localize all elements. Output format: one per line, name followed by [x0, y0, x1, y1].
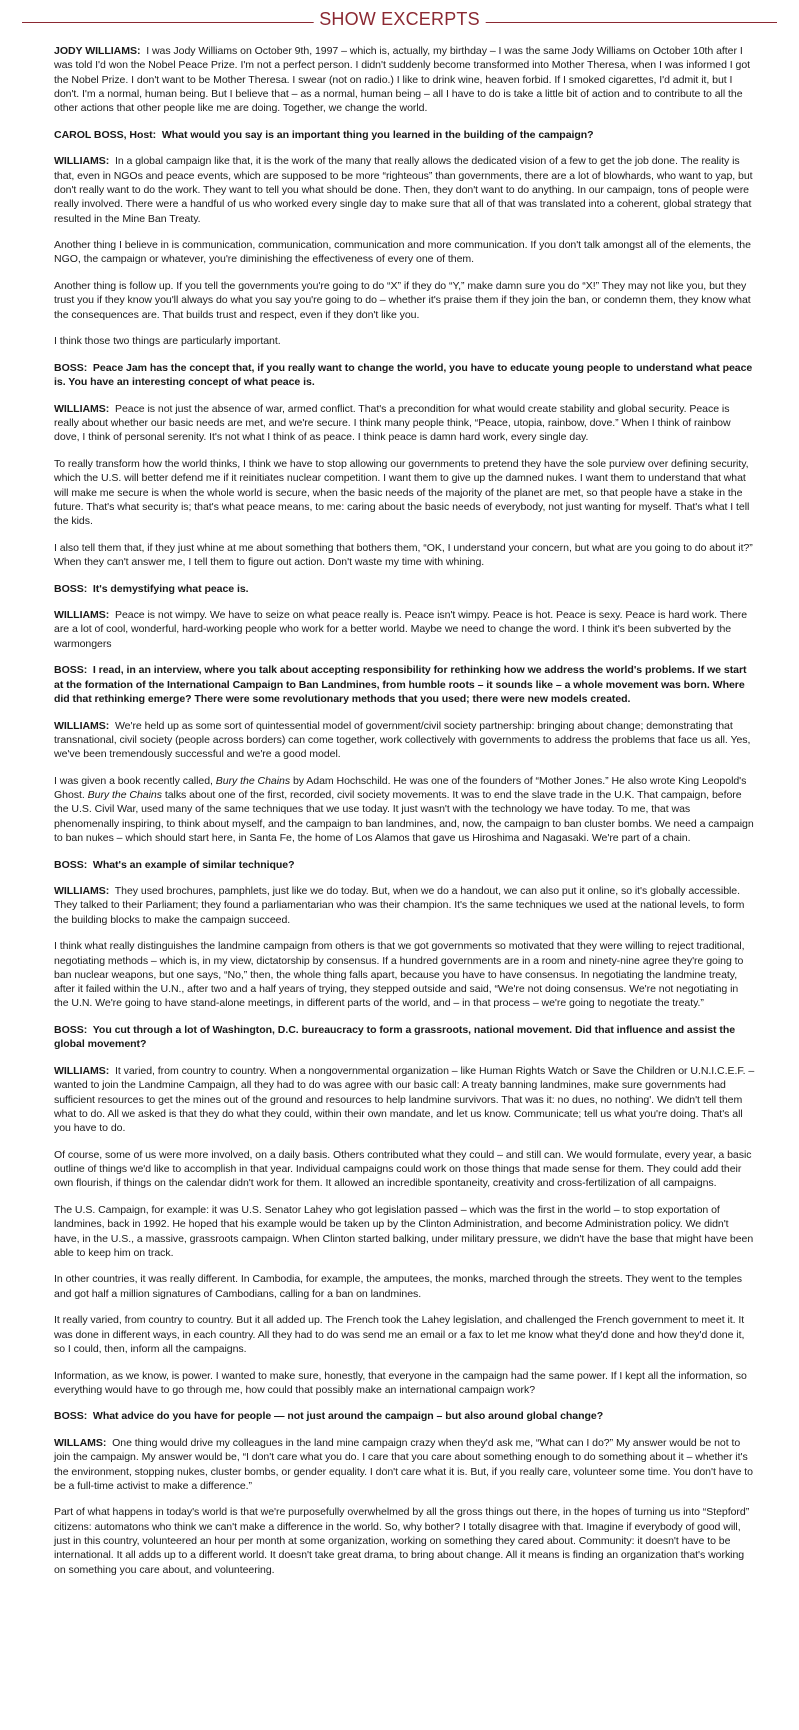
paragraph-text: Of course, some of us were more involved, on a daily basis. Others contributed what they could – and still can. We would formulate, every year, a basic outline of things we'd like to accomplish in that year. Individual campaigns could work on those things that made sense for them. They could add their own flourish, if things on the calendar didn't work for them. It allowed an incredible spontaneity, creativity and cross-fertilization of all campaigns.: [54, 1148, 752, 1190]
guest-answer: [54, 44, 755, 115]
answer-paragraph: [54, 939, 755, 1010]
paragraph-text: Peace Jam has the concept that, if you really want to change the world, you have to educate young people to understand what peace is. You have an interesting concept of what peace is.: [54, 361, 753, 389]
speaker-label: BOSS:: [54, 361, 88, 374]
host-question: [54, 858, 755, 872]
page-header: [22, 9, 777, 30]
paragraph-text: I was given a book recently called,: [54, 774, 216, 787]
speaker-label: BOSS:: [54, 858, 88, 871]
paragraph-text: What would you say is an important thing you learned in the building of the campaign?: [161, 128, 594, 141]
paragraph-text: They used brochures, pamphlets, just like we do today. But, when we do a handout, we can also put it online, so it's globally accessible. They talked to their Parliament; they found a parliamentarian who was their champion. It's the same techniques we used at the national levels, to form the building blocks to make the campaign succeed.: [54, 885, 745, 926]
paragraph-text: The U.S. Campaign, for example: it was U.S. Senator Lahey who got legislation passed – which was the first in the world – to stop exportation of landmines, back in 1992. He hoped that his example would be taken up by the Clinton Administration, and become Administration policy. We didn't have, in the U.S., a massive, grassroots campaign. When Clinton started balking, under military pressure, we didn't have the base that might have been able to keep him on track.: [54, 1203, 754, 1259]
speaker-label: WILLIAMS:: [54, 609, 110, 622]
paragraph-text: What advice do you have for people — not just around the campaign – but also around global change?: [92, 1410, 604, 1423]
paragraph-text: Part of what happens in today's world is that we're purposefully overwhelmed by all the gross things out there, in the hopes of turning us into “Stepford” citizens: automatons who think we can't make a difference in the world. So, why bother? I totally disagree with that. Imagine if everybody of good will, just in this country, volunteered an hour per month at some organization, working on something they cared about. Community: it doesn't have to be international. It all adds up to a different world. It doesn't take great drama, to bring about change. All it means is finding an organization that's working on something you care about, and volunteering.: [54, 1506, 750, 1576]
answer-paragraph: [54, 457, 755, 528]
paragraph-text: I was Jody Williams on October 9th, 1997 – which is, actually, my birthday – I was the same Jody Williams on October 10th after I was told I'd won the Nobel Peace Prize. I'm not a perfect person. I didn't suddenly become transformed into Mother Theresa, when I was informed I got the Nobel Prize. I don't want to be Mother Theresa. I swear (not on radio.) I like to drink wine, heaven forbid. If I smoked cigarettes, I'd admit it, but I don't. I'm a normal, human being. But I believe that – as a normal, human being – all I have to do is take a little bit of action and to contribute to all the other actions that other people like me are doing. Together, we change the world.: [54, 45, 751, 115]
answer-paragraph: [54, 1369, 755, 1398]
paragraph-text: What's an example of similar technique?: [92, 858, 295, 871]
guest-answer: [54, 884, 755, 927]
book-title: Bury the Chains: [215, 774, 291, 787]
speaker-label: BOSS:: [54, 1410, 88, 1423]
speaker-label: BOSS:: [54, 1024, 88, 1037]
speaker-label: WILLIAMS:: [54, 719, 110, 732]
paragraph-text: Another thing I believe in is communication, communication, communication and more communication. If you don't talk amongst all of the elements, the NGO, the campaign or whatever, you're diminishing the effectiveness of every one of them.: [54, 239, 751, 266]
speaker-label: BOSS:: [54, 664, 88, 677]
answer-paragraph: [54, 279, 755, 322]
paragraph-text: We're held up as some sort of quintessential model of government/civil society partnership: bringing about change; demonstrating that transnational, civil society (people across borders) can come together, work collectively with governments to address the problems that face us all. Yes, we've been tremendously successful and we're a good model.: [54, 719, 751, 761]
answer-paragraph: [54, 541, 755, 570]
paragraph-text: Information, as we know, is power. I wanted to make sure, honestly, that everyone in the campaign had the same power. If I kept all the information, so everything would have to go through me, how could that possibly make an international campaign work?: [54, 1369, 747, 1396]
paragraph-text: I think what really distinguishes the landmine campaign from others is that we got governments so motivated that they were willing to reject traditional, negotiating methods – which is, in my view, dictatorship by consensus. If a hundred governments are in a room and ninety-nine agree they're going to ban nuclear weapons, but one says, “No,” then, the whole thing falls apart, because you have to have consensus. In negotiating the landmine treaty, after it failed within the U.N., after two and a half years of trying, they stepped outside and said, “We're not doing consensus. We're not negotiating in the U.N. We're going to have stand-alone meetings, in different parts of the world, and – in that process – we're going to negotiate the treaty.”: [54, 940, 745, 1010]
host-question: [54, 128, 755, 142]
guest-answer: [54, 154, 755, 225]
answer-paragraph: [54, 1505, 755, 1576]
speaker-label: WILLIAMS:: [54, 402, 110, 415]
paragraph-text: Another thing is follow up. If you tell the governments you're going to do “X” if they do “Y,” make damn sure you do “X!” They may not like you, but they trust you if they know you'll always do what you say you're going to do – whether it's praise them if they join the ban, or condemn them, they know what the consequences are. That builds trust and respect, even if they don't like you.: [54, 280, 751, 321]
paragraph-text: by Adam Hochschild. He was one of the founders of “Mother Jones.” He also wrote King Leopold's Ghost.: [54, 774, 747, 802]
host-question: [54, 1023, 755, 1052]
paragraph-text: Peace is not just the absence of war, armed conflict. That's a precondition for what would create stability and global security. Peace is really about whether our basic needs are met, and we're secure. I think many people think, “Peace, utopia, rainbow, dove.” When I think of rainbow dove, I think of personal serenity. It's not what I think of as peace. I think peace is damn hard work, every single day.: [54, 402, 731, 444]
host-question: [54, 1409, 755, 1423]
answer-paragraph: [54, 774, 755, 845]
page-title: SHOW EXCERPTS: [313, 9, 486, 30]
paragraph-text: One thing would drive my colleagues in the land mine campaign crazy when they'd ask me, “What can I do?” My answer would be not to join the campaign. My answer would be, “I don't care what you do. I care that you care about something enough to do something about it – whether it's the environment, stopping nukes, cluster bombs, or gender equality. I don't care what it is. But, if you really care, volunteer some time. You don't have to be a full-time activist to make a difference.”: [54, 1436, 753, 1492]
speaker-label: WILLIAMS:: [54, 155, 110, 168]
answer-paragraph: [54, 1313, 755, 1356]
guest-answer: [54, 402, 755, 445]
paragraph-text: I also tell them that, if they just whine at me about something that bothers them, “OK, I understand your concern, but what are you going to do about it?” When they can't answer me, I tell them to figure out action. Don't waste my time with whining.: [54, 541, 753, 568]
answer-paragraph: [54, 334, 755, 348]
paragraph-text: I read, in an interview, where you talk about accepting responsibility for rethinking how we address the world's problems. If we start at the formation of the International Campaign to Ban Landmines, from humble roots – it sounds like – a whole movement was born. Where did that rethinking emerge? There were some revolutionary methods that you used; there were new models created.: [54, 664, 747, 705]
guest-answer: [54, 1064, 755, 1135]
speaker-label: CAROL BOSS, Host:: [54, 128, 157, 141]
paragraph-text: Peace is not wimpy. We have to seize on what peace really is. Peace isn't wimpy. Peace is hot. Peace is sexy. Peace is hard work. There are a lot of cool, wonderful, hard-working people who work for a better world. Maybe we need to change the word. I think it's been subverted by the warmongers: [54, 609, 748, 650]
paragraph-text: To really transform how the world thinks, I think we have to stop allowing our governments to pretend they have the sole purview over defining security, which the U.S. will better defend me if it reinitiates nuclear competition. I want them to give up the damned nukes. I want them to understand that what will make me secure is when the whole world is secure, when the basic needs of the majority of the planet are met, so that people have a stake in the future. That's what security is; that's what peace means, to me: caring about the basic needs of everybody, not just wanting for myself. That's what I tell the kids.: [54, 457, 750, 528]
answer-paragraph: [54, 238, 755, 267]
answer-paragraph: [54, 1272, 755, 1301]
paragraph-text: In a global campaign like that, it is the work of the many that really allows the dedicated vision of a few to get the job done. The reality is that, even in NGOs and peace events, which are supposed to be more “righteous” than governments, there are a lot of blowhards, who want to yap, but don't really want to do the work. They want to tell you what should be done. Then, they don't want to do anything. In our campaign, tons of people were really involved. There were a handful of us who worked every single day to make sure that all of that was translated into a coherent, global strategy that resulted in the Mine Ban Treaty.: [54, 155, 753, 225]
answer-paragraph: [54, 1203, 755, 1260]
guest-answer: [54, 1436, 755, 1493]
speaker-label: WILLAMS:: [54, 1436, 107, 1449]
host-question: [54, 361, 755, 390]
paragraph-text: You cut through a lot of Washington, D.C. bureaucracy to form a grassroots, national movement. Did that influence and assist the global movement?: [54, 1024, 736, 1051]
speaker-label: WILLIAMS:: [54, 1064, 110, 1077]
guest-answer: [54, 719, 755, 762]
guest-answer: [54, 608, 755, 651]
paragraph-text: It really varied, from country to country. But it all added up. The French took the Lahey legislation, and challenged the French government to meet it. It was done in different ways, in each country. All they had to do was send me an email or a fax to let me know what they'd done and how they'd done it, so I could, then, inform all the campaigns.: [54, 1314, 745, 1355]
speaker-label: JODY WILLIAMS:: [54, 45, 141, 57]
paragraph-text: In other countries, it was really different. In Cambodia, for example, the amputees, the monks, marched through the streets. They went to the temples and got half a million signatures of Cambodians, calling for a ban on landmines.: [54, 1273, 743, 1300]
host-question: [54, 582, 755, 596]
paragraph-text: It's demystifying what peace is.: [92, 582, 249, 595]
paragraph-text: talks about one of the first, recorded, civil society movements. It was to end the slave trade in the U.K. That campaign, before the U.S. Civil War, used many of the same techniques that we use today. It just wasn't with the technology we have today. To me, that was phenomenally inspiring, to think about myself, and the campaign to ban landmines, and, now, the campaign to ban cluster bombs. We need a campaign to ban nukes – which should start here, in Santa Fe, the home of Los Alamos that gave us Hiroshima and Nagasaki. We're part of a chain.: [54, 789, 754, 844]
answer-paragraph: [54, 1148, 755, 1191]
speaker-label: WILLIAMS:: [54, 885, 110, 898]
paragraph-text: I think those two things are particularly important.: [54, 335, 281, 348]
host-question: [54, 663, 755, 706]
book-title: Bury the Chains: [87, 789, 162, 802]
paragraph-text: It varied, from country to country. When a nongovernmental organization – like Human Rights Watch or Save the Children or U.N.I.C.E.F. – wanted to join the Landmine Campaign, all they had to do was agree with our basic call: A treaty banning landmines, make sure governments had sufficient resources to get the mines out of the ground and resources to help landmine survivors. That was it: no dues, no nothing'. We didn't tell them what to do. All we asked is that they do what they could, within their own mandate, and let us know. Communicate; tell us what you're doing. That's all you have to do.: [54, 1064, 755, 1135]
speaker-label: BOSS:: [54, 582, 88, 595]
interview-transcript: [22, 44, 777, 1577]
